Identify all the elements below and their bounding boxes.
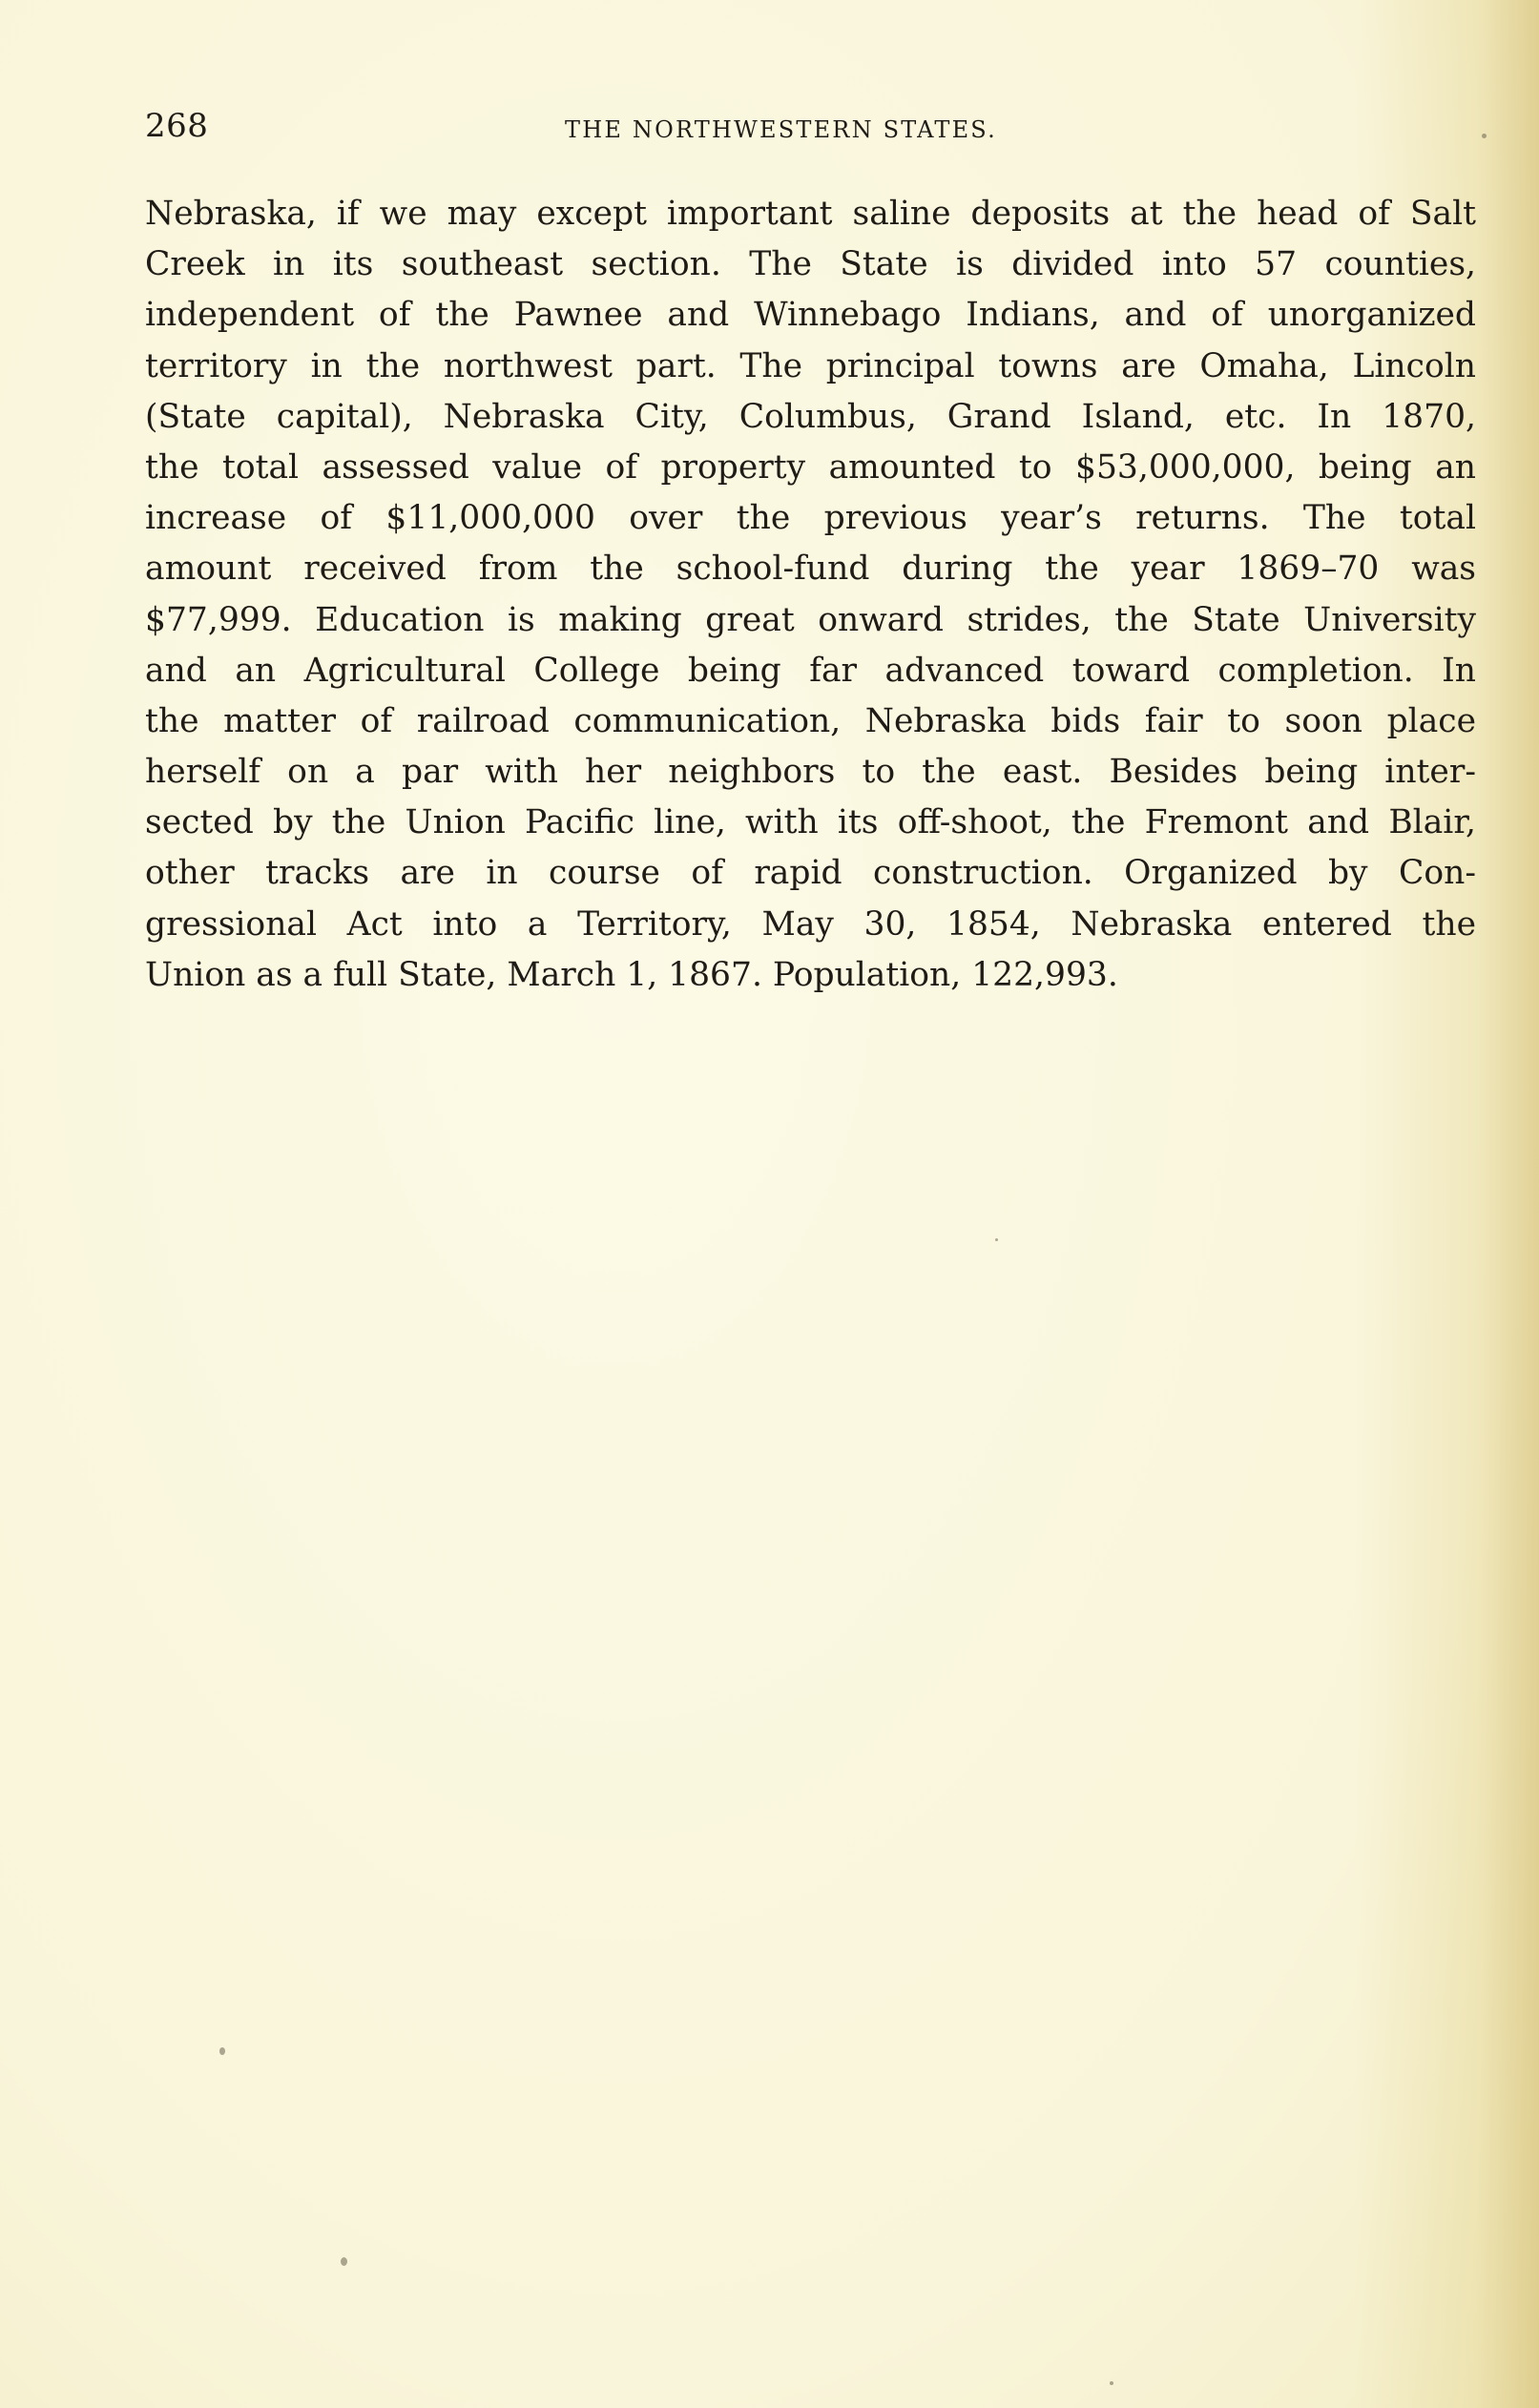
paper-speck bbox=[341, 2257, 347, 2266]
paper-speck bbox=[995, 1238, 998, 1241]
text-line: increase of $11,000,000 over the previous year’s returns. The total bbox=[145, 499, 1476, 538]
text-line: the matter of railroad communication, Nebraska bids fair to soon place bbox=[145, 701, 1476, 740]
text-line: herself on a par with her neighbors to the east. Besides being inter- bbox=[145, 753, 1476, 792]
text-line: Creek in its southeast section. The State is divided into 57 counties, bbox=[145, 245, 1476, 284]
text-line: Union as a full State, March 1, 1867. Population, 122,993. bbox=[145, 955, 1118, 994]
body-paragraph bbox=[145, 189, 1476, 1001]
running-title: THE NORTHWESTERN STATES. bbox=[565, 116, 997, 143]
text-line: (State capital), Nebraska City, Columbus, Grand Island, etc. In 1870, bbox=[145, 397, 1476, 436]
text-line: territory in the northwest part. The principal towns are Omaha, Lincoln bbox=[145, 346, 1476, 385]
page-number: 268 bbox=[145, 107, 209, 145]
text-line: independent of the Pawnee and Winnebago Indians, and of unorganized bbox=[145, 296, 1476, 335]
text-line: the total assessed value of property amounted to $53,000,000, being an bbox=[145, 447, 1476, 487]
paper-speck bbox=[1482, 134, 1487, 138]
text-line: and an Agricultural College being far advanced toward completion. In bbox=[145, 651, 1476, 690]
text-line: amount received from the school-fund during the year 1869–70 was bbox=[145, 550, 1476, 589]
text-line: $77,999. Education is making great onward strides, the State University bbox=[145, 600, 1476, 639]
paper-speck bbox=[1110, 2381, 1113, 2385]
paper-speck bbox=[219, 2047, 225, 2055]
text-line: Nebraska, if we may except important saline deposits at the head of Salt bbox=[145, 195, 1476, 233]
text-line: gressional Act into a Territory, May 30, 1854, Nebraska entered the bbox=[145, 904, 1476, 944]
running-head bbox=[145, 107, 1471, 155]
text-line: sected by the Union Pacific line, with its off-shoot, the Fremont and Blair, bbox=[145, 803, 1476, 842]
text-line: other tracks are in course of rapid construction. Organized by Con- bbox=[145, 854, 1476, 893]
